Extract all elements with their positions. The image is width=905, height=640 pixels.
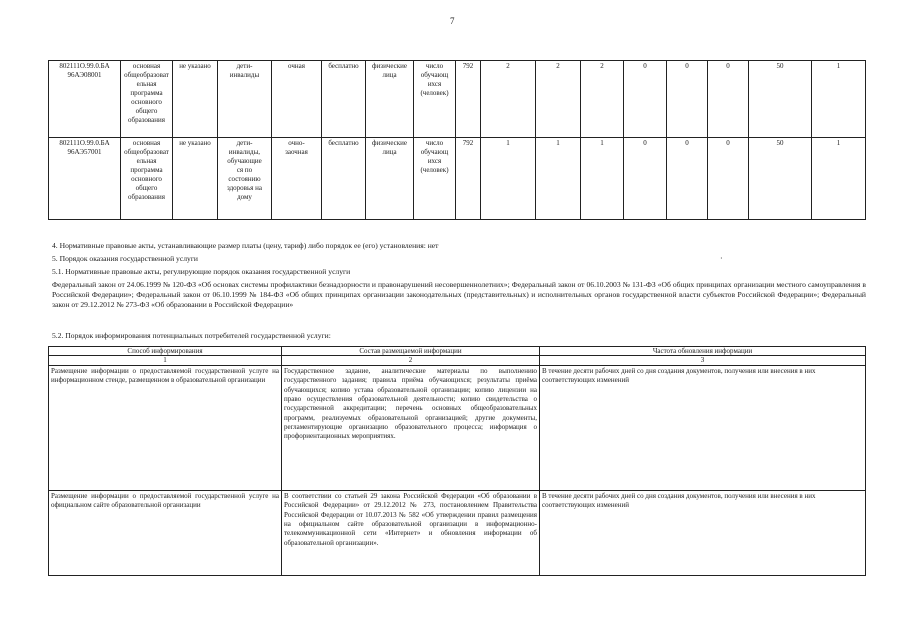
table-cell: 1 [481,138,536,220]
table-cell: бесплатно [322,138,366,220]
header-number-2: 2 [282,356,540,365]
method-cell: Размещение информации о предоставляемой государственной услуге на официальном сайте образовательной организации [49,490,282,575]
table-row [49,365,866,490]
table-cell: не указано [173,138,218,220]
informing-table [48,346,866,576]
header-method: Способ информирования [49,347,282,356]
frequency-cell: В течение десяти рабочих дней со дня создания документов, получения или внесения в них соответствующих изменений [540,490,866,575]
section-5-1-heading: 5.1. Нормативные правовые акты, регулирующие порядок оказания государственной услуги [52,267,351,276]
section-5-heading: 5. Порядок оказания государственной услуги [52,254,198,263]
table-cell: 0 [667,61,708,138]
table-cell: 50 [749,61,812,138]
table-cell: 802111О.99.0.БА 96АЭ57001 [49,138,121,220]
table-cell: 802111О.99.0.БА 96АЭ08001 [49,61,121,138]
table-cell: 792 [456,61,481,138]
table-cell: 0 [708,61,749,138]
table-cell: основная общеобразоват ельная программа основного общего образования [121,61,173,138]
header-content: Состав размещаемой информации [282,347,540,356]
table-cell: 1 [536,138,581,220]
table-row [49,490,866,575]
stray-mark: · [720,254,723,263]
table-cell: число обучающ ихся (человек) [414,61,456,138]
table-row [49,138,866,220]
table-cell: не указано [173,61,218,138]
table-cell: очно- заочная [272,138,322,220]
method-cell: Размещение информации о предоставляемой государственной услуге на информационном стенде, размещенном в образовательной организации [49,365,282,490]
table-cell: физические лица [366,138,414,220]
content-cell: Государственное задание, аналитические материалы по выполнению государственного задания; правила приёма обучающихся; результаты приёма обучающихся; копию устава образовательной организации; копию лицензии на право осуществления образовательной деятельности; копию свидетельства о государственной аккредитации; перечень основных общеобразовательных программ, реализуемых образовательной организацией; другие документы, регламентирующие организацию образовательного процесса; информация о профориентационных мероприятиях. [282,365,540,490]
table-cell: 1 [581,138,624,220]
section-4-fee-acts: 4. Нормативные правовые акты, устанавливающие размер платы (цену, тариф) либо порядок ее (его) установления: нет [52,241,439,250]
frequency-cell: В течение десяти рабочих дней со дня создания документов, получения или внесения в них соответствующих изменений [540,365,866,490]
table-cell: дети- инвалиды [218,61,272,138]
table-cell: 0 [667,138,708,220]
service-volume-table [48,60,866,220]
table-cell: 2 [481,61,536,138]
table-cell: физические лица [366,61,414,138]
table-cell: 2 [536,61,581,138]
section-5-2-heading: 5.2. Порядок информирования потенциальных потребителей государственной услуги: [52,331,331,340]
table-cell: 1 [812,61,866,138]
table-cell: дети- инвалиды, обучающие ся по состоянию здоровья на дому [218,138,272,220]
table-cell: очная [272,61,322,138]
table-cell: 50 [749,138,812,220]
table-cell: 0 [624,61,667,138]
page-number: 7 [450,16,455,26]
table-cell: основная общеобразоват ельная программа основного общего образования [121,138,173,220]
header-number-3: 3 [540,356,866,365]
table-cell: 0 [708,138,749,220]
table-cell: 792 [456,138,481,220]
table-cell: 2 [581,61,624,138]
table-cell: число обучающ ихся (человек) [414,138,456,220]
table-cell: 0 [624,138,667,220]
table-row [49,61,866,138]
header-frequency: Частота обновления информации [540,347,866,356]
content-cell: В соответствии со статьей 29 закона Российской Федерации «Об образовании в Российской Федерации» от 29.12.2012 № 273, постановлением Правительства Российской Федерации от 10.07.2013 № 582 «Об утверждении правил размещения на официальном сайте образовательной организации в информационно-телекоммуникационной сети «Интернет» и обновления информации об образовательной организации». [282,490,540,575]
table-cell: бесплатно [322,61,366,138]
header-number-1: 1 [49,356,282,365]
table-cell: 1 [812,138,866,220]
regulatory-acts-text: Федеральный закон от 24.06.1999 № 120-ФЗ «Об основах системы профилактики безнадзорности и правонарушений несовершеннолетних»; Федеральный закон от 06.10.2003 № 131-ФЗ «Об общих принципах организации местного самоуправления в Российской Федерации»; Федеральный закон от 06.10.1999 № 184-ФЗ «Об общих принципах организации законодательных (представительных) и исполнительных органов государственной власти субъектов Российской Федерации»; Федеральный закон от 29.12.2012 № 273-ФЗ «Об образовании в Российской Федерации» [52,280,866,309]
